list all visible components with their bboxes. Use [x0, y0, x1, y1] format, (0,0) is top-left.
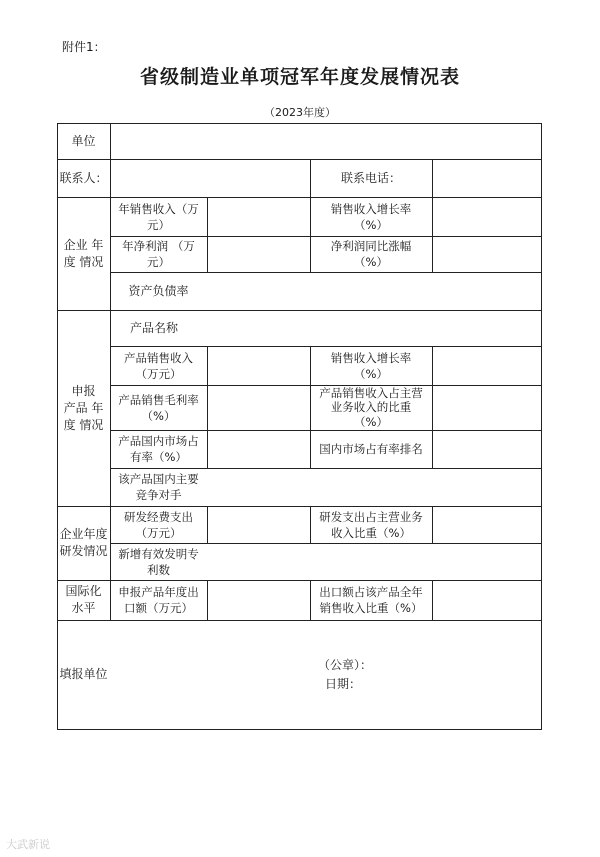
market-share-input[interactable] [208, 431, 310, 468]
date-label: 日期： [325, 676, 362, 691]
contact-person-label: 联系人： [59, 170, 108, 185]
filling-unit-label: 填报单位 [59, 667, 108, 681]
product-section-label: 申报 产品 年 度 情况 [63, 383, 104, 432]
rd-expense-input[interactable] [208, 507, 310, 543]
export-share-label: 出口额占该产品全年 销售收入比重（%） [319, 585, 423, 615]
export-share-input[interactable] [433, 581, 541, 620]
rd-share-input[interactable] [433, 507, 541, 543]
sales-growth-input[interactable] [433, 198, 541, 236]
intl-section-label: 国际化 水平 [65, 584, 102, 615]
table-border-bottom [57, 729, 542, 730]
asset-liability-label: 资产负债率 [128, 283, 189, 298]
net-profit-growth-input[interactable] [433, 237, 541, 272]
export-amount-input[interactable] [208, 581, 310, 620]
rd-section-label: 企业年度 研发情况 [59, 527, 108, 558]
asset-liability-input[interactable] [208, 273, 541, 310]
net-profit-input[interactable] [208, 237, 310, 272]
product-sales-growth-label: 销售收入增长率 （%） [330, 350, 412, 381]
watermark-text: 大武新说 [6, 838, 50, 851]
product-sales-label: 产品销售收入 （万元） [124, 350, 193, 381]
market-share-label: 产品国内市场占 有率（%） [118, 434, 199, 464]
market-rank-label: 国内市场占有率排名 [319, 442, 423, 456]
report-year: （2023年度） [264, 106, 336, 119]
product-name-label: 产品名称 [130, 320, 179, 335]
product-name-input[interactable] [208, 311, 541, 346]
export-amount-label: 申报产品年度出 口额（万元） [118, 585, 199, 615]
sales-growth-label: 销售收入增长率 （%） [330, 201, 412, 232]
seal-label: （公章）： [318, 657, 373, 672]
market-rank-input[interactable] [433, 431, 541, 468]
table-border-right [541, 123, 542, 730]
competitors-label: 该产品国内主要 竞争对手 [118, 472, 199, 502]
contact-phone-label: 联系电话： [340, 170, 401, 185]
gross-margin-label: 产品销售毛利率 （%） [118, 392, 199, 423]
unit-label: 单位 [71, 133, 96, 148]
product-share-label: 产品销售收入占主营 业务收入的比重 （%） [319, 385, 423, 429]
product-sales-growth-input[interactable] [433, 347, 541, 385]
patents-label: 新增有效发明专 利数 [118, 546, 199, 577]
patents-input[interactable] [208, 544, 541, 580]
net-profit-label: 年净利润 （万 元） [122, 239, 195, 269]
rd-share-label: 研发支出占主营业务 收入比重（%） [319, 509, 423, 540]
attachment-label: 附件1： [62, 40, 106, 54]
rd-expense-label: 研发经费支出 （万元） [124, 509, 193, 540]
gross-margin-input[interactable] [208, 386, 310, 430]
annual-sales-input[interactable] [208, 198, 310, 236]
product-share-input[interactable] [433, 386, 541, 430]
annual-sales-label: 年销售收入（万 元） [118, 201, 199, 232]
unit-input[interactable] [111, 124, 541, 159]
net-profit-growth-label: 净利润同比涨幅 （%） [330, 239, 412, 269]
row-divider [57, 620, 542, 621]
company-section-label: 企业 年 度 情况 [63, 237, 104, 269]
contact-phone-input[interactable] [433, 160, 541, 197]
contact-person-input[interactable] [111, 160, 310, 197]
page-title: 省级制造业单项冠军年度发展情况表 [139, 66, 460, 88]
product-sales-input[interactable] [208, 347, 310, 385]
competitors-input[interactable] [208, 469, 541, 506]
